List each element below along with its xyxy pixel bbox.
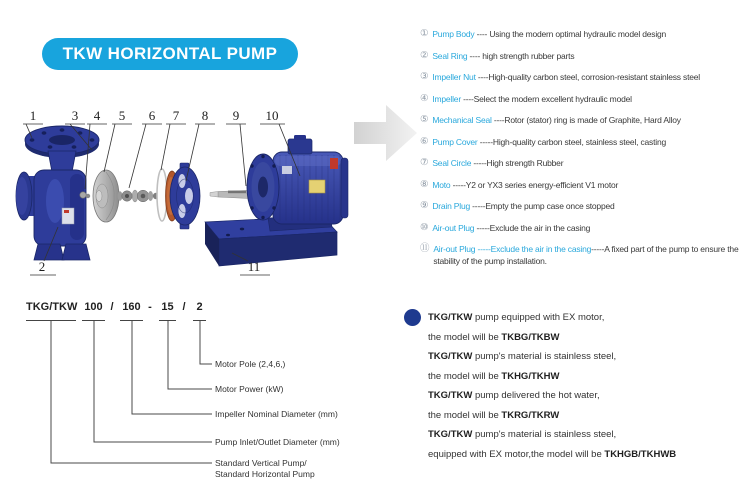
model-segment: - <box>148 301 152 313</box>
part-description: ---- high strength rubber parts <box>467 50 575 61</box>
callout-number: 3 <box>71 108 79 123</box>
note-line <box>428 386 754 406</box>
note-text-segment: TKHGB/TKHWB <box>604 448 677 460</box>
note-text-segment: TKHG/TKHW <box>501 370 560 382</box>
note-line <box>428 425 754 445</box>
part-number-badge: ② <box>420 49 429 61</box>
part-description: -----Exclude the air in the casing <box>474 222 591 233</box>
part-item <box>420 157 756 169</box>
callout-number: 5 <box>118 108 126 123</box>
model-connector-line <box>94 321 212 442</box>
part-item <box>420 243 756 267</box>
model-segment-underline <box>26 320 76 321</box>
model-segment-underline <box>193 320 206 321</box>
callout-number: 11 <box>247 259 261 274</box>
note-text-segment: TKG/TKW <box>428 312 473 323</box>
part-text <box>432 157 563 169</box>
part-name: Impeller <box>432 93 461 104</box>
mechanical-seal-parts-illustration <box>118 190 160 202</box>
part-description: ----Rotor (stator) ring is made of Graphite, Hard Alloy <box>491 115 681 125</box>
callout-number: 10 <box>265 108 279 123</box>
part-text <box>432 136 666 148</box>
model-segment: 100 <box>84 301 103 313</box>
note-line <box>428 367 754 387</box>
part-description: ---- Using the modern optimal hydraulic model design <box>474 29 667 39</box>
part-text <box>432 222 590 234</box>
note-line <box>428 328 754 348</box>
callout-number: 6 <box>148 108 156 123</box>
pump-cover-illustration <box>166 163 201 229</box>
part-number-badge: ⑤ <box>420 114 429 125</box>
callout-number: 1 <box>29 108 37 123</box>
part-name: Drain Plug <box>432 201 471 211</box>
model-segment: TKG/TKW <box>26 301 78 313</box>
bullet-icon <box>404 309 421 326</box>
part-name: Moto <box>432 179 451 190</box>
callout-number: 7 <box>172 108 180 123</box>
note-text-segment: TKRG/TKRW <box>501 409 560 421</box>
note-line <box>428 347 754 367</box>
part-text <box>432 93 632 105</box>
part-text <box>432 200 614 212</box>
part-name: Impeller Nut <box>432 72 476 82</box>
motor-illustration <box>247 135 348 224</box>
part-description: ----Select the modern excellent hydraulic model <box>460 93 632 104</box>
model-segment: 15 <box>161 301 174 313</box>
note-text-segment: pump's material is stainless steel, <box>472 351 617 362</box>
part-number-badge: ⑨ <box>420 200 429 211</box>
part-name: Air-out Plug <box>432 222 475 233</box>
part-text <box>432 28 666 40</box>
callout-number: 2 <box>38 259 46 274</box>
part-text <box>432 114 680 126</box>
part-number-badge: ⑦ <box>420 157 429 168</box>
part-name: Pump Cover <box>432 136 478 147</box>
part-item <box>420 114 756 126</box>
part-text <box>433 243 756 267</box>
note-text-segment: TKG/TKW <box>428 390 473 401</box>
part-item <box>420 136 756 148</box>
model-segment-underline <box>159 320 176 321</box>
part-number-badge: ④ <box>420 92 429 104</box>
model-segment: 2 <box>196 301 203 313</box>
model-label: Motor Pole (2,4,6,) <box>215 358 286 369</box>
part-item <box>420 222 756 234</box>
model-label: Motor Power (kW) <box>215 383 284 394</box>
part-number-badge: ⑩ <box>420 221 429 233</box>
part-name: Air-out Plug -----Exclude the air in the casing <box>433 244 592 254</box>
model-label: Standard Vertical Pump/ Standard Horizontal Pump <box>215 457 315 479</box>
part-text <box>432 71 700 83</box>
note-text-segment: the model will be <box>428 331 502 343</box>
note-text-segment: pump equipped with EX motor, <box>472 312 605 323</box>
pump-body-illustration <box>16 126 99 260</box>
note-line <box>428 406 754 426</box>
part-item <box>420 200 756 212</box>
arrow-right-icon <box>354 105 417 161</box>
model-segment: / <box>110 301 114 313</box>
model-segment-underline <box>120 320 143 321</box>
part-name: Mechanical Seal <box>432 115 492 125</box>
model-label: Impeller Nominal Diameter (mm) <box>215 408 338 419</box>
part-number-badge: ① <box>420 28 429 39</box>
page-title: TKW HORIZONTAL PUMP <box>62 44 278 63</box>
part-item <box>420 93 756 105</box>
part-text <box>432 50 574 62</box>
part-name: Pump Body <box>432 29 475 39</box>
part-number-badge: ⑪ <box>420 243 430 254</box>
part-description: -----Y2 or YX3 series energy-efficient V1 motor <box>450 179 619 190</box>
part-text <box>432 179 618 191</box>
part-name: Seal Circle <box>432 158 472 168</box>
part-name: Seal Ring <box>432 50 468 61</box>
note-text-segment: equipped with EX motor,the model will be <box>428 448 605 460</box>
model-notes <box>428 308 754 464</box>
note-line <box>428 308 754 328</box>
note-text-segment: TKBG/TKBW <box>501 331 560 343</box>
part-description: -----High-quality carbon steel, stainless steel, casting <box>477 136 667 147</box>
note-text-segment: the model will be <box>428 370 502 382</box>
callout-number: 4 <box>93 108 101 123</box>
note-text-segment: pump's material is stainless steel, <box>472 429 617 440</box>
model-connector-line <box>200 321 212 364</box>
note-line <box>428 445 754 465</box>
model-segment: / <box>182 301 186 313</box>
part-number-badge: ⑥ <box>420 135 429 147</box>
model-segment-underline <box>82 320 105 321</box>
part-description: -----Empty the pump case once stopped <box>470 201 615 211</box>
callout-number: 9 <box>232 108 240 123</box>
callout-number: 8 <box>201 108 209 123</box>
part-description: -----A fixed part of the pump to ensure the stability of the pump installation. <box>433 244 739 266</box>
part-item <box>420 28 756 40</box>
model-connector-lines <box>51 321 212 463</box>
impeller-nut-illustration <box>80 192 90 198</box>
note-text-segment: pump delivered the hot water, <box>472 390 600 401</box>
part-number-badge: ③ <box>420 71 429 82</box>
model-label: Pump Inlet/Outlet Diameter (mm) <box>215 436 340 447</box>
model-connector-line <box>168 321 212 389</box>
part-description: ----High-quality carbon steel, corrosion-resistant stainless steel <box>475 72 700 82</box>
note-text-segment: the model will be <box>428 409 502 421</box>
model-connector-line <box>132 321 212 414</box>
part-item <box>420 50 756 62</box>
part-description: -----High strength Rubber <box>471 158 564 168</box>
model-connector-line <box>51 321 212 463</box>
part-number-badge: ⑧ <box>420 178 429 190</box>
model-segment: 160 <box>122 301 141 313</box>
title-banner <box>42 38 298 70</box>
part-item <box>420 71 756 83</box>
note-text-segment: TKG/TKW <box>428 351 473 362</box>
pump-exploded-diagram <box>10 96 350 286</box>
parts-list <box>420 28 756 277</box>
impeller-illustration <box>93 170 119 222</box>
part-item <box>420 179 756 191</box>
note-text-segment: TKG/TKW <box>428 429 473 440</box>
